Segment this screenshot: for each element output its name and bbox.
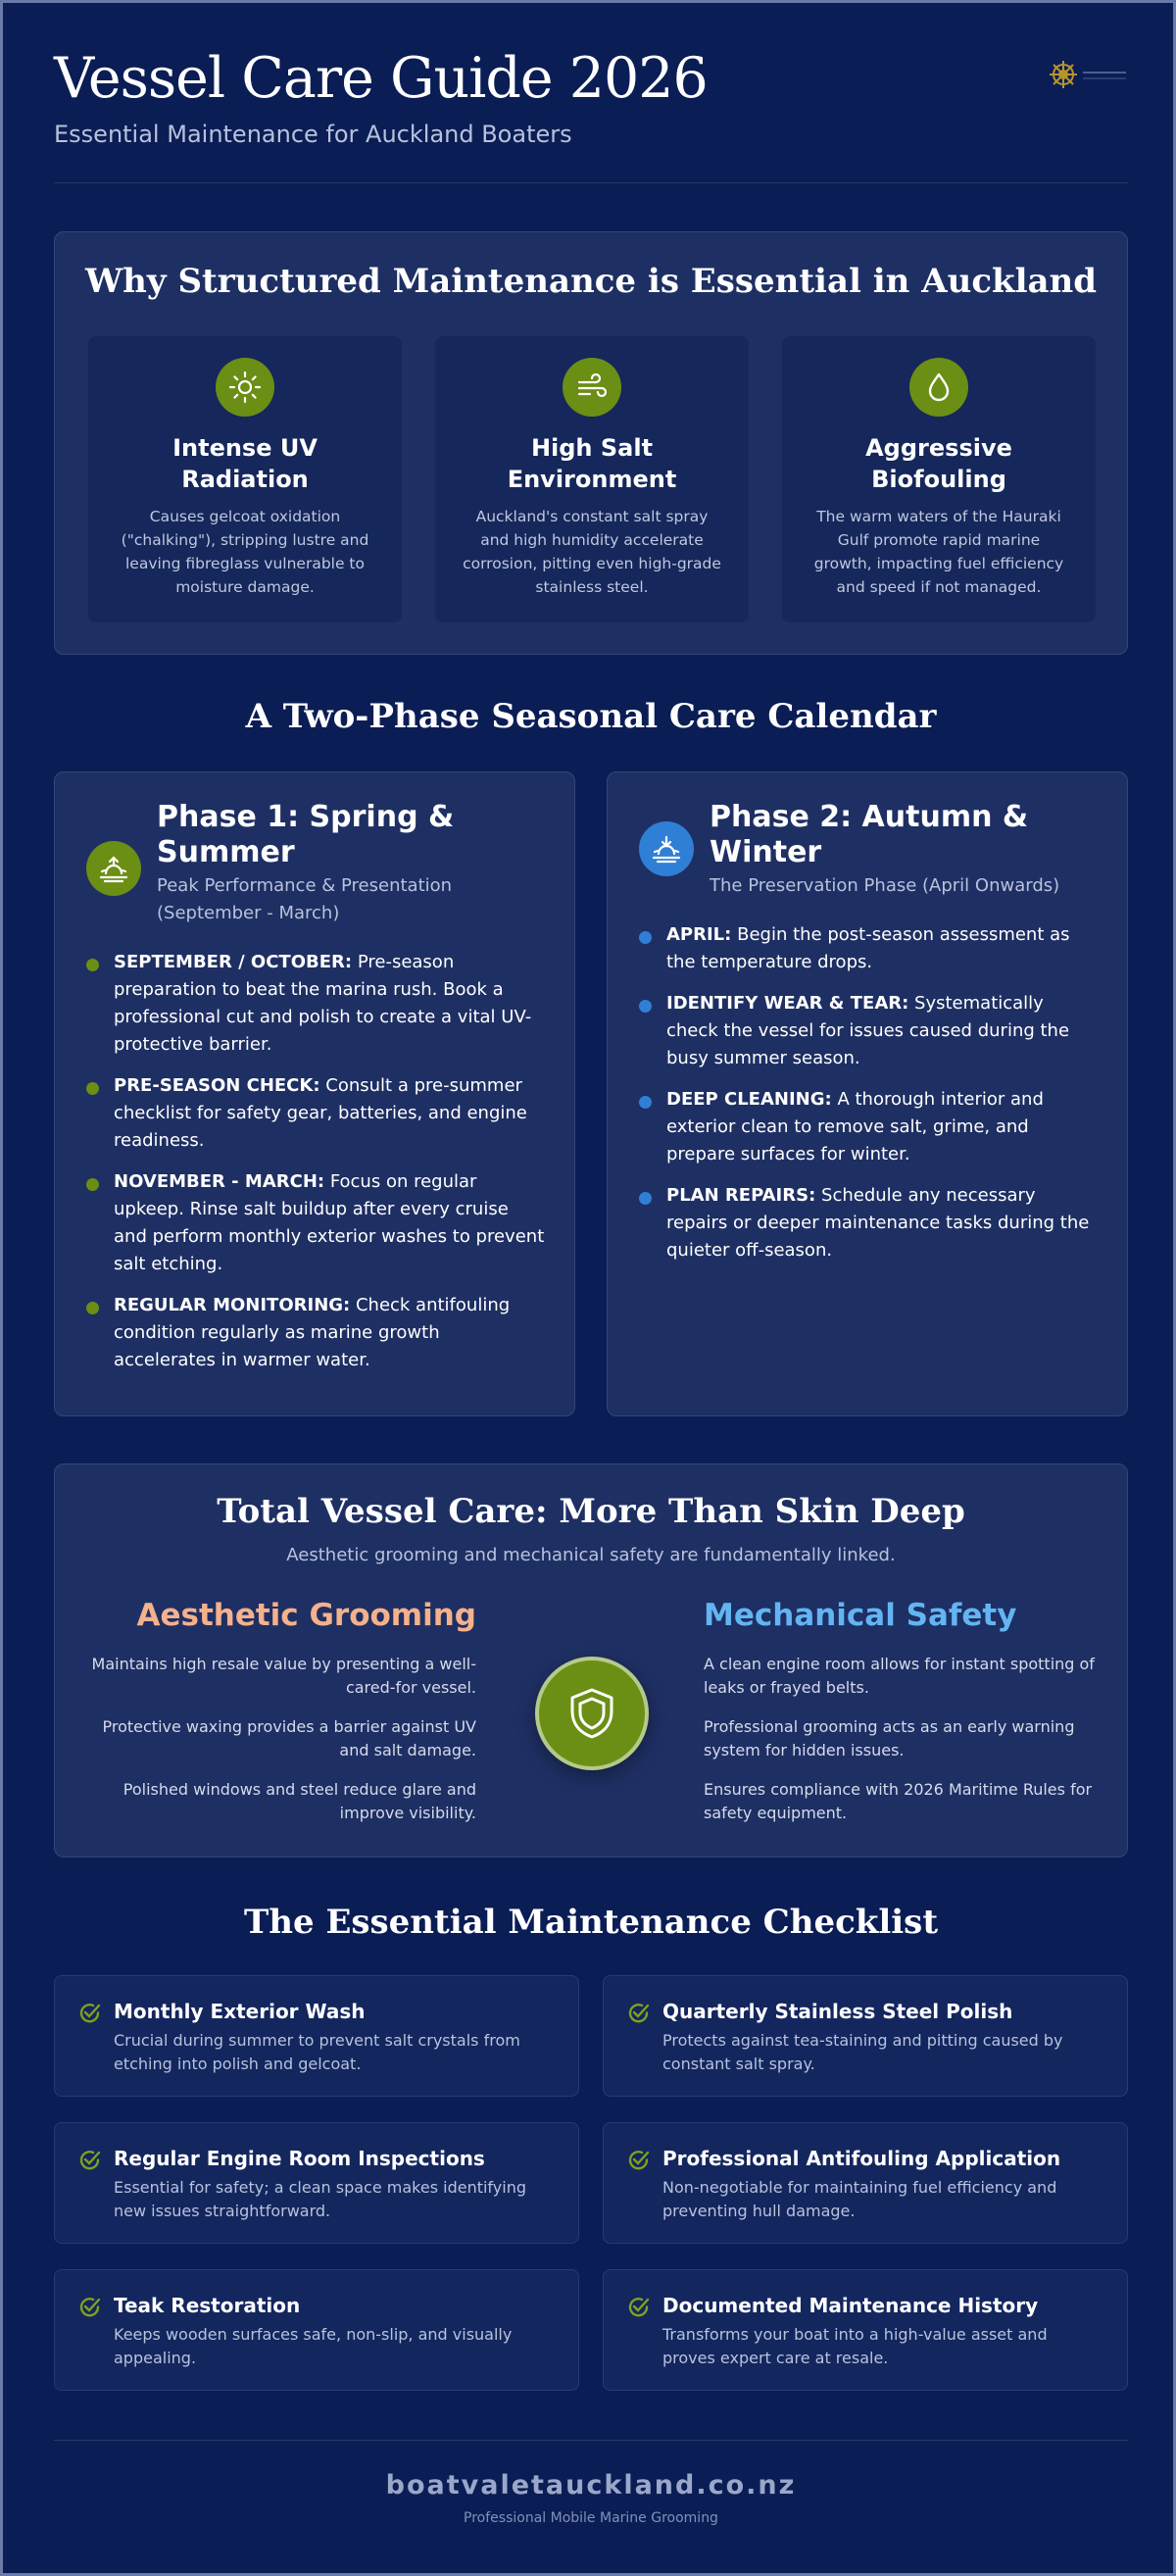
biofouling-card (782, 336, 1096, 622)
checklist-item (54, 1975, 579, 2097)
sunset-icon (639, 821, 694, 876)
phase-2-title: Phase 2: Autumn & Winter (710, 800, 1029, 869)
phase-2-card (607, 771, 1128, 1416)
phase-1-card (54, 771, 575, 1416)
list-item (86, 1072, 547, 1155)
total-care-subtitle: Aesthetic grooming and mechanical safety are fundamentally linked. (286, 1545, 896, 1565)
item-label: SEPTEMBER / OCTOBER: (114, 952, 353, 972)
bullet-dot (639, 931, 652, 944)
check-circle-icon (78, 2149, 102, 2172)
sunrise-icon (86, 841, 141, 896)
mechanical-point: Ensures compliance with 2026 Maritime Rules for safety equipment. (704, 1780, 1093, 1822)
list-item (639, 1086, 1100, 1168)
item-label: PRE-SEASON CHECK: (114, 1075, 320, 1096)
aesthetic-point: Maintains high resale value by presenting a well-cared-for vessel. (91, 1655, 476, 1697)
salt-environment-card (435, 336, 749, 622)
checklist-item-text: Keeps wooden surfaces safe, non-slip, and visually appealing. (114, 2325, 513, 2367)
checklist-heading: The Essential Maintenance Checklist (243, 1903, 939, 1942)
checklist-item (603, 1975, 1128, 2097)
aesthetic-point: Polished windows and steel reduce glare and improve visibility. (122, 1780, 476, 1822)
ship-wheel-icon (1050, 58, 1128, 91)
check-circle-icon (627, 2296, 651, 2319)
uv-radiation-card (88, 336, 402, 622)
item-text: Begin the post-season assessment as the temperature drops. (666, 924, 1070, 972)
header (54, 3, 1128, 183)
aesthetic-point: Protective waxing provides a barrier against UV and salt damage. (102, 1717, 476, 1759)
calendar-heading: A Two-Phase Seasonal Care Calendar (245, 697, 937, 736)
item-label: APRIL: (666, 924, 732, 945)
item-text: Consult a pre-summer checklist for safety gear, batteries, and engine readiness. (114, 1075, 527, 1151)
check-circle-icon (78, 2296, 102, 2319)
checklist-item (603, 2269, 1128, 2391)
check-circle-icon (78, 2002, 102, 2025)
water-drop-icon (909, 358, 968, 417)
item-text: Focus on regular upkeep. Rinse salt buildup after every cruise and perform monthly exterior washes to prevent salt etching. (114, 1171, 545, 1274)
footer-tagline: Professional Mobile Marine Grooming (464, 2510, 718, 2526)
list-item (86, 949, 547, 1059)
bullet-dot (639, 1192, 652, 1205)
list-item (639, 1182, 1100, 1264)
item-text: Schedule any necessary repairs or deeper maintenance tasks during the quieter off-season. (666, 1185, 1090, 1261)
checklist-item-title: Documented Maintenance History (662, 2294, 1039, 2317)
wind-icon (563, 358, 621, 417)
checklist-item (54, 2122, 579, 2244)
item-label: DEEP CLEANING: (666, 1089, 832, 1110)
checklist-item-title: Teak Restoration (114, 2294, 301, 2317)
item-text: Pre-season preparation to beat the marina rush. Book a professional cut and polish to create a vital UV-protective barrier. (114, 952, 532, 1055)
shield-icon (535, 1657, 649, 1770)
phase-1-subtitle: Peak Performance & Presentation (September - March) (157, 875, 453, 923)
checklist-item-text: Transforms your boat into a high-value asset and proves expert care at resale. (662, 2325, 1048, 2367)
mechanical-title: Mechanical Safety (704, 1598, 1017, 1633)
list-item (86, 1292, 547, 1374)
item-text: Systematically check the vessel for issues caused during the busy summer season. (666, 993, 1070, 1068)
list-item (86, 1168, 547, 1278)
mechanical-safety-column (704, 1598, 1105, 1841)
phase-1-title: Phase 1: Spring & Summer (157, 800, 455, 869)
item-label: NOVEMBER - MARCH: (114, 1171, 325, 1192)
salt-card-title: High Salt Environment (507, 434, 677, 493)
bullet-dot (639, 1000, 652, 1013)
check-circle-icon (627, 2149, 651, 2172)
checklist-item (54, 2269, 579, 2391)
total-care-heading: Total Vessel Care: More Than Skin Deep (217, 1492, 965, 1531)
checklist-item-title: Monthly Exterior Wash (114, 2000, 366, 2023)
bullet-dot (86, 1302, 99, 1314)
bullet-dot (86, 1178, 99, 1191)
checklist-item-title: Quarterly Stainless Steel Polish (662, 2000, 1013, 2023)
checklist-item-text: Crucial during summer to prevent salt crystals from etching into polish and gelcoat. (114, 2031, 520, 2073)
checklist-item-text: Essential for safety; a clean space makes identifying new issues straightforward. (114, 2178, 526, 2220)
checklist-item-text: Protects against tea-staining and pitting caused by constant salt spray. (662, 2031, 1063, 2073)
why-maintenance-section (54, 231, 1128, 655)
list-item (639, 921, 1100, 976)
biofouling-card-text: The warm waters of the Hauraki Gulf promote rapid marine growth, impacting fuel efficiency and speed if not managed. (813, 508, 1064, 596)
item-label: IDENTIFY WEAR & TEAR: (666, 993, 909, 1014)
check-circle-icon (627, 2002, 651, 2025)
page-title: Vessel Care Guide 2026 (54, 46, 708, 111)
item-text: Check antifouling condition regularly as marine growth accelerates in warmer water. (114, 1295, 511, 1370)
uv-card-title: Intense UV Radiation (172, 434, 318, 493)
bullet-dot (639, 1096, 652, 1109)
item-text: A thorough interior and exterior clean to remove salt, grime, and prepare surfaces for winter. (666, 1089, 1044, 1164)
mechanical-point: Professional grooming acts as an early warning system for hidden issues. (704, 1717, 1075, 1759)
salt-card-text: Auckland's constant salt spray and high humidity accelerate corrosion, pitting even high-grade stainless steel. (463, 508, 721, 596)
item-label: PLAN REPAIRS: (666, 1185, 816, 1206)
aesthetic-title: Aesthetic Grooming (136, 1598, 476, 1633)
bullet-dot (86, 1082, 99, 1095)
checklist-item-title: Professional Antifouling Application (662, 2147, 1061, 2170)
website-link[interactable]: boatvaletauckland.co.nz (385, 2470, 797, 2501)
bullet-dot (86, 959, 99, 971)
footer (54, 2440, 1128, 2526)
phase-2-subtitle: The Preservation Phase (April Onwards) (710, 875, 1060, 896)
item-label: REGULAR MONITORING: (114, 1295, 351, 1315)
list-item (639, 990, 1100, 1072)
phase-1-list (86, 949, 547, 1374)
page-content (54, 3, 1128, 2526)
uv-card-text: Causes gelcoat oxidation ("chalking"), stripping lustre and leaving fibreglass vulnerable to moisture damage. (121, 508, 369, 596)
checklist-item (603, 2122, 1128, 2244)
checklist-item-title: Regular Engine Room Inspections (114, 2147, 485, 2170)
biofouling-card-title: Aggressive Biofouling (865, 434, 1012, 493)
checklist-item-text: Non-negotiable for maintaining fuel efficiency and preventing hull damage. (662, 2178, 1057, 2220)
phase-2-list (639, 921, 1100, 1264)
aesthetic-grooming-column (84, 1598, 476, 1841)
total-care-section (54, 1463, 1128, 1858)
page-subtitle: Essential Maintenance for Auckland Boaters (54, 121, 572, 148)
sun-icon (216, 358, 274, 417)
mechanical-point: A clean engine room allows for instant spotting of leaks or frayed belts. (704, 1655, 1095, 1697)
why-heading: Why Structured Maintenance is Essential in Auckland (84, 262, 1098, 301)
